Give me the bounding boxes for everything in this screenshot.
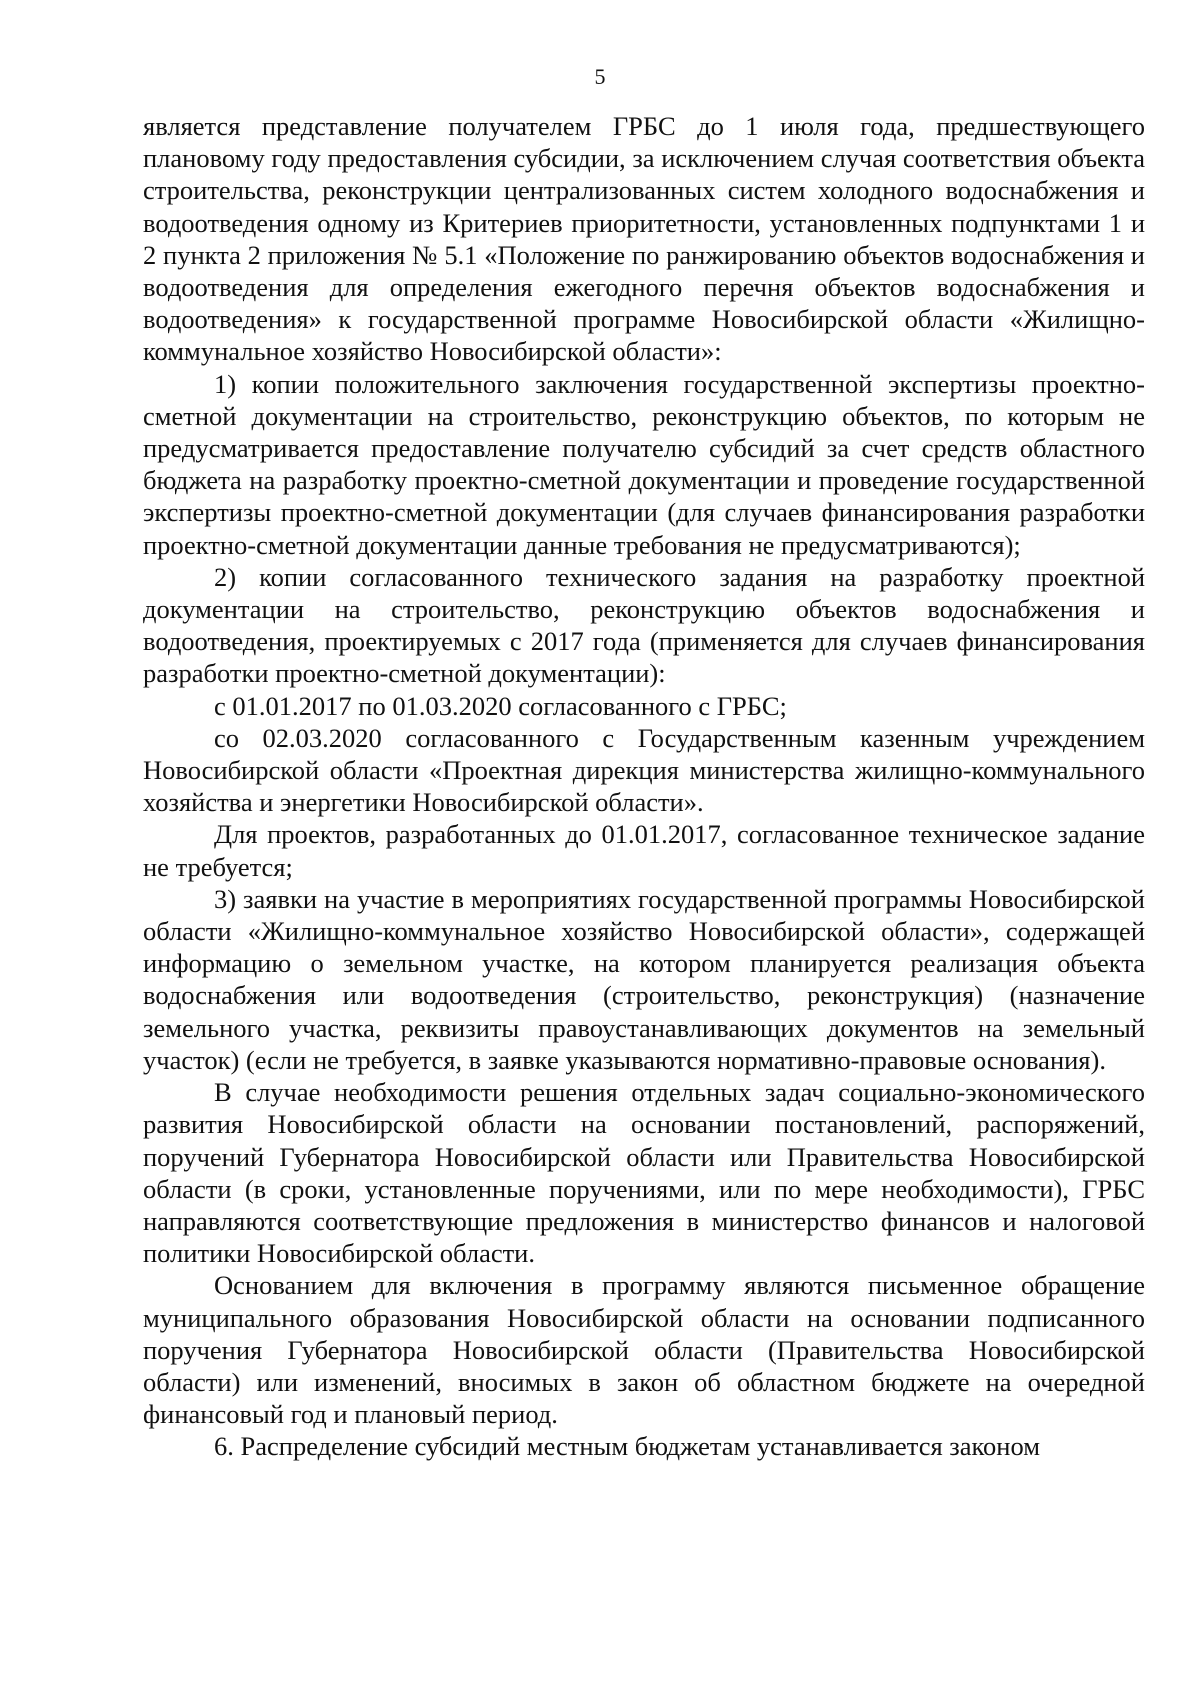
paragraph-section-6: 6. Распределение субсидий местным бюджетам устанавливается законом [214, 1431, 1040, 1462]
document-body [143, 110, 1145, 1463]
paragraph-inclusion-basis: Основанием для включения в программу являются письменное обращение муниципального образования Новосибирской области на основании подписанного поручения Губернатора Новосибирской области (Правительства Новосибирской области) или изменений, вносимых в закон об областном бюджете на очередной финансовый год и плановый период. [143, 1270, 1145, 1430]
page-number: 5 [594, 64, 606, 89]
paragraph-continuation: является представление получателем ГРБС до 1 июля года, предшествующего плановому году предоставления субсидии, за исключением случая соответствия объекта строительства, реконструкции централизованных систем холодного водоснабжения и водоотведения одному из Критериев приоритетности, установленных подпунктами 1 и 2 пункта 2 приложения № 5.1 «Положение по ранжированию объектов водоснабжения и водоотведения для определения ежегодного перечня объектов водоснабжения и водоотведения» к государственной программе Новосибирской области «Жилищно-коммунальное хозяйство Новосибирской области»: [143, 111, 1145, 367]
paragraph-date-range-2: со 02.03.2020 согласованного с Государственным казенным учреждением Новосибирской области «Проектная дирекция министерства жилищно-коммунального хозяйства и энергетики Новосибирской области». [143, 722, 1145, 818]
paragraph-item-2: 2) копии согласованного технического задания на разработку проектной документации на строительство, реконструкцию объектов водоснабжения и водоотведения, проектируемых с 2017 года (применяется для случаев финансирования разработки проектно-сметной документации): [143, 561, 1145, 689]
paragraph-date-range-1: с 01.01.2017 по 01.03.2020 согласованного с ГРБС; [214, 690, 787, 721]
paragraph-item-3: 3) заявки на участие в мероприятиях государственной программы Новосибирской области «Жилищно-коммунальное хозяйство Новосибирской области», содержащей информацию о земельном участке, на котором планируется реализация объекта водоснабжения или водоотведения (строительство, реконструкция) (назначение земельного участка, реквизиты правоустанавливающих документов на земельный участок) (если не требуется, в заявке указываются нормативно-правовые основания). [143, 883, 1145, 1075]
paragraph-special-cases: В случае необходимости решения отдельных задач социально-экономического развития Новосибирской области на основании постановлений, распоряжений, поручений Губернатора Новосибирской области или Правительства Новосибирской области (в сроки, установленные поручениями, или по мере необходимости), ГРБС направляются соответствующие предложения в министерство финансов и налоговой политики Новосибирской области. [143, 1077, 1145, 1269]
paragraph-item-1: 1) копии положительного заключения государственной экспертизы проектно-сметной документации на строительство, реконструкцию объектов, по которым не предусматривается предоставление получателю субсидий за счет средств областного бюджета на разработку проектно-сметной документации и проведение государственной экспертизы проектно-сметной документации (для случаев финансирования разработки проектно-сметной документации данные требования не предусматриваются); [143, 368, 1145, 560]
paragraph-projects-before-2017: Для проектов, разработанных до 01.01.2017, согласованное техническое задание не требуется; [143, 819, 1145, 882]
